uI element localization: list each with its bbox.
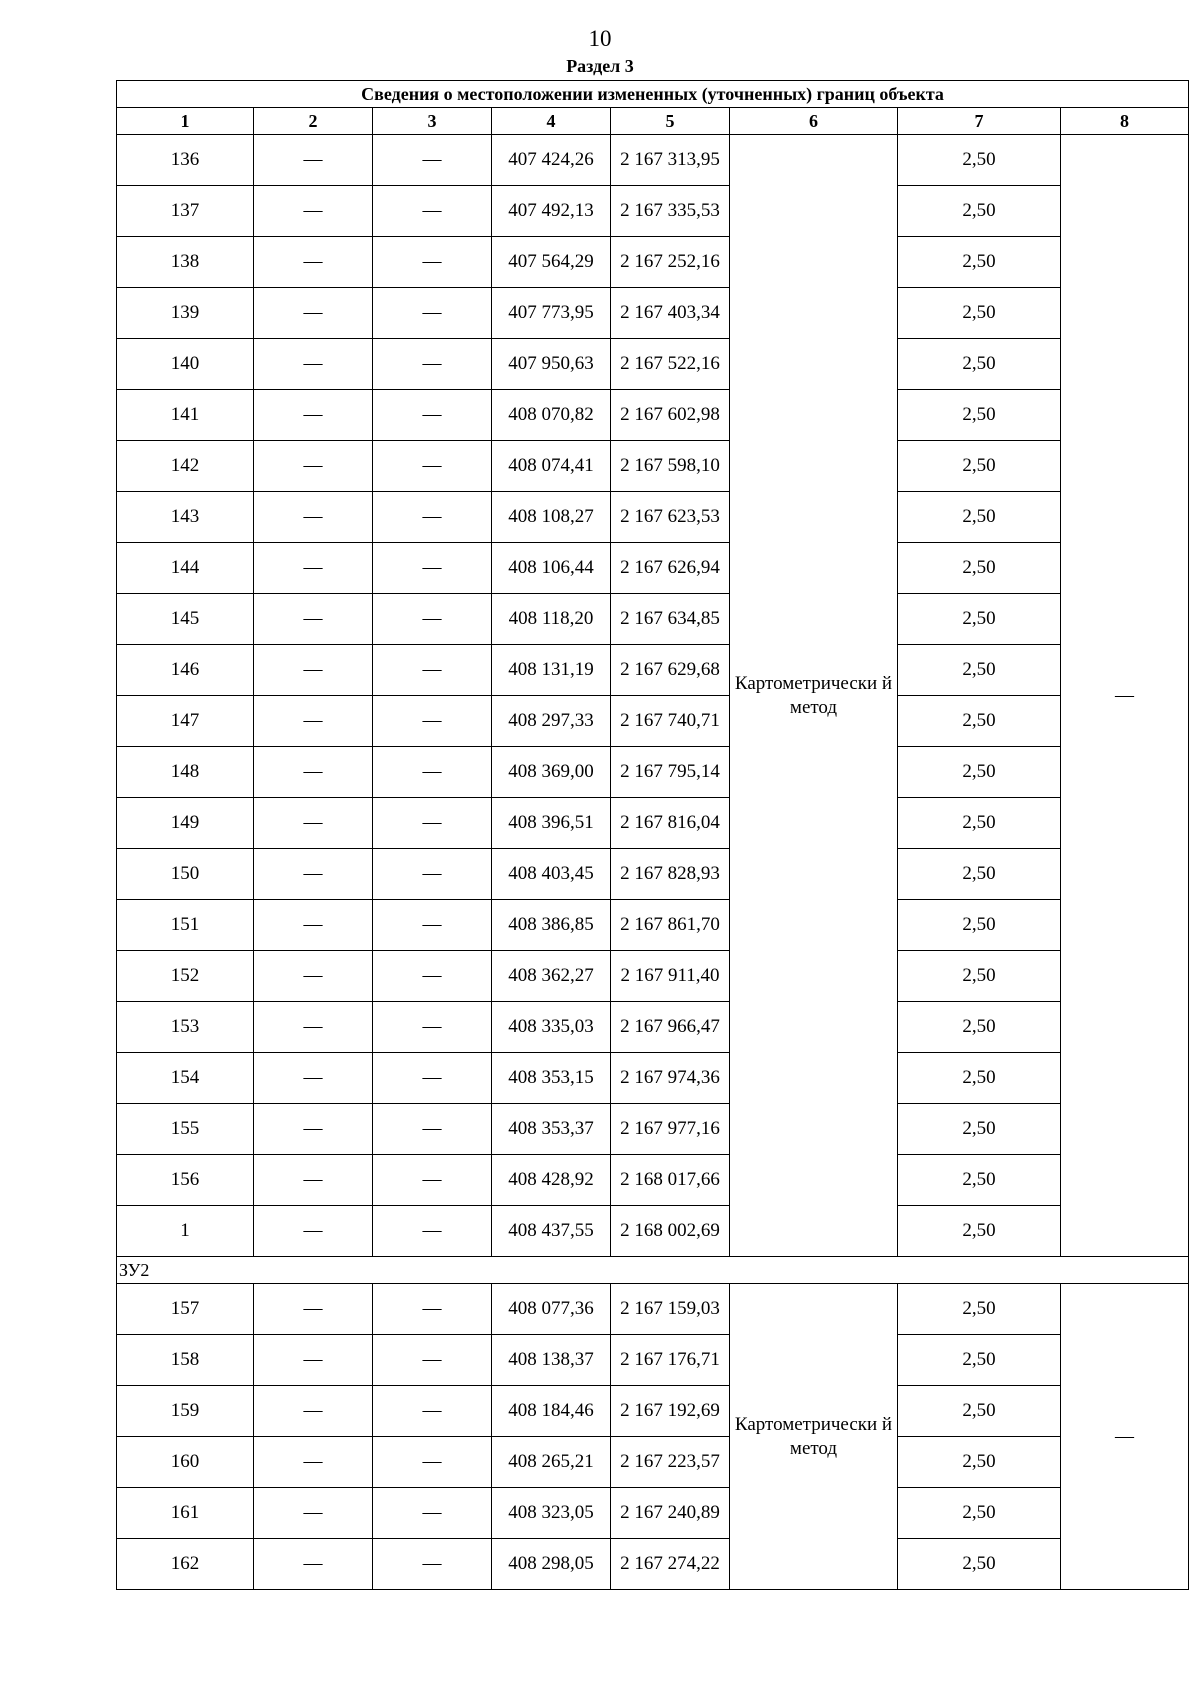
old-x-cell xyxy=(254,1539,373,1590)
old-x-cell xyxy=(254,900,373,951)
table-row xyxy=(117,1284,1189,1335)
old-y-cell xyxy=(373,1002,492,1053)
x-coordinate-cell: 408 297,33 xyxy=(492,696,611,747)
old-y-cell xyxy=(373,390,492,441)
accuracy-cell: 2,50 xyxy=(898,1488,1061,1539)
x-coordinate-cell: 407 492,13 xyxy=(492,186,611,237)
accuracy-cell: 2,50 xyxy=(898,237,1061,288)
x-coordinate-cell: 408 184,46 xyxy=(492,1386,611,1437)
dash: — xyxy=(303,1298,323,1319)
y-coordinate-cell: 2 167 335,53 xyxy=(611,186,730,237)
x-coordinate-cell: 407 424,26 xyxy=(492,135,611,186)
old-y-cell xyxy=(373,594,492,645)
old-x-cell xyxy=(254,1155,373,1206)
dash: — xyxy=(303,812,323,833)
old-x-cell xyxy=(254,1437,373,1488)
old-y-cell xyxy=(373,1053,492,1104)
old-y-cell xyxy=(373,798,492,849)
accuracy-cell: 2,50 xyxy=(898,1104,1061,1155)
y-coordinate-cell: 2 167 623,53 xyxy=(611,492,730,543)
table-row xyxy=(117,237,1189,288)
dash: — xyxy=(303,1118,323,1139)
dash: — xyxy=(303,353,323,374)
accuracy-cell: 2,50 xyxy=(898,594,1061,645)
point-number-cell: 147 xyxy=(117,696,254,747)
old-y-cell xyxy=(373,1437,492,1488)
y-coordinate-cell: 2 167 223,57 xyxy=(611,1437,730,1488)
dash: — xyxy=(303,455,323,476)
x-coordinate-cell: 408 353,15 xyxy=(492,1053,611,1104)
dash: — xyxy=(303,1553,323,1574)
x-coordinate-cell: 407 773,95 xyxy=(492,288,611,339)
dash: — xyxy=(303,1067,323,1088)
y-coordinate-cell: 2 167 252,16 xyxy=(611,237,730,288)
old-y-cell xyxy=(373,900,492,951)
y-coordinate-cell: 2 167 911,40 xyxy=(611,951,730,1002)
dash: — xyxy=(422,1451,442,1472)
old-y-cell xyxy=(373,849,492,900)
old-x-cell xyxy=(254,186,373,237)
y-coordinate-cell: 2 167 176,71 xyxy=(611,1335,730,1386)
table-row xyxy=(117,1437,1189,1488)
point-number-cell: 145 xyxy=(117,594,254,645)
table-row xyxy=(117,492,1189,543)
y-coordinate-cell: 2 167 598,10 xyxy=(611,441,730,492)
table-row xyxy=(117,339,1189,390)
dash: — xyxy=(422,1220,442,1241)
table-row xyxy=(117,288,1189,339)
accuracy-cell: 2,50 xyxy=(898,1386,1061,1437)
dash: — xyxy=(303,1220,323,1241)
dash: — xyxy=(303,914,323,935)
accuracy-cell: 2,50 xyxy=(898,135,1061,186)
point-number-cell: 151 xyxy=(117,900,254,951)
point-number-cell: 153 xyxy=(117,1002,254,1053)
old-x-cell xyxy=(254,645,373,696)
y-coordinate-cell: 2 167 192,69 xyxy=(611,1386,730,1437)
accuracy-cell: 2,50 xyxy=(898,1437,1061,1488)
column-number-header: 8 xyxy=(1061,108,1189,135)
old-y-cell xyxy=(373,492,492,543)
dash: — xyxy=(422,1118,442,1139)
x-coordinate-cell: 407 564,29 xyxy=(492,237,611,288)
column-number-header: 1 xyxy=(117,108,254,135)
dash: — xyxy=(303,1169,323,1190)
dash: — xyxy=(303,1349,323,1370)
x-coordinate-cell: 408 108,27 xyxy=(492,492,611,543)
dash: — xyxy=(422,761,442,782)
point-number-cell: 152 xyxy=(117,951,254,1002)
point-number-cell: 137 xyxy=(117,186,254,237)
table-title: Сведения о местоположении измененных (уточненных) границ объекта xyxy=(117,81,1189,108)
x-coordinate-cell: 408 428,92 xyxy=(492,1155,611,1206)
table-row xyxy=(117,849,1189,900)
point-number-cell: 160 xyxy=(117,1437,254,1488)
column-number-header: 7 xyxy=(898,108,1061,135)
old-x-cell xyxy=(254,492,373,543)
accuracy-cell: 2,50 xyxy=(898,1053,1061,1104)
dash: — xyxy=(422,1349,442,1370)
y-coordinate-cell: 2 167 816,04 xyxy=(611,798,730,849)
x-coordinate-cell: 408 106,44 xyxy=(492,543,611,594)
accuracy-cell: 2,50 xyxy=(898,849,1061,900)
table-row xyxy=(117,543,1189,594)
point-number-cell: 155 xyxy=(117,1104,254,1155)
table-row xyxy=(117,186,1189,237)
old-x-cell xyxy=(254,441,373,492)
column-number-header: 2 xyxy=(254,108,373,135)
point-number-cell: 149 xyxy=(117,798,254,849)
old-x-cell xyxy=(254,696,373,747)
dash: — xyxy=(303,149,323,170)
dash: — xyxy=(422,1502,442,1523)
old-y-cell xyxy=(373,1206,492,1257)
old-x-cell xyxy=(254,1386,373,1437)
dash: — xyxy=(422,353,442,374)
table-row xyxy=(117,1104,1189,1155)
y-coordinate-cell: 2 167 602,98 xyxy=(611,390,730,441)
dash: — xyxy=(303,659,323,680)
y-coordinate-cell: 2 167 966,47 xyxy=(611,1002,730,1053)
dash: — xyxy=(303,863,323,884)
table-row xyxy=(117,1488,1189,1539)
dash: — xyxy=(422,302,442,323)
accuracy-cell: 2,50 xyxy=(898,339,1061,390)
point-number-cell: 159 xyxy=(117,1386,254,1437)
old-y-cell xyxy=(373,135,492,186)
dash: — xyxy=(422,914,442,935)
old-x-cell xyxy=(254,1053,373,1104)
method-cell: Картометрически й метод xyxy=(730,135,898,1257)
old-y-cell xyxy=(373,645,492,696)
accuracy-cell: 2,50 xyxy=(898,747,1061,798)
dash: — xyxy=(422,251,442,272)
dash: — xyxy=(303,1016,323,1037)
old-x-cell xyxy=(254,1284,373,1335)
old-x-cell xyxy=(254,747,373,798)
dash: — xyxy=(303,557,323,578)
point-number-cell: 144 xyxy=(117,543,254,594)
table-row xyxy=(117,1386,1189,1437)
dash: — xyxy=(1115,1425,1135,1447)
point-number-cell: 136 xyxy=(117,135,254,186)
page-number: 10 xyxy=(588,26,612,51)
old-x-cell xyxy=(254,339,373,390)
dash: — xyxy=(422,1067,442,1088)
group-label: ЗУ2 xyxy=(117,1257,1189,1284)
table-row xyxy=(117,135,1189,186)
x-coordinate-cell: 408 437,55 xyxy=(492,1206,611,1257)
y-coordinate-cell: 2 167 313,95 xyxy=(611,135,730,186)
dash: — xyxy=(303,302,323,323)
table-row xyxy=(117,1053,1189,1104)
dash: — xyxy=(1115,684,1135,706)
old-y-cell xyxy=(373,441,492,492)
old-x-cell xyxy=(254,1335,373,1386)
x-coordinate-cell: 408 353,37 xyxy=(492,1104,611,1155)
x-coordinate-cell: 408 396,51 xyxy=(492,798,611,849)
old-y-cell xyxy=(373,1335,492,1386)
point-number-cell: 139 xyxy=(117,288,254,339)
old-x-cell xyxy=(254,594,373,645)
old-y-cell xyxy=(373,1488,492,1539)
section-title: Раздел 3 xyxy=(566,56,634,76)
point-number-cell: 148 xyxy=(117,747,254,798)
dash: — xyxy=(303,506,323,527)
old-y-cell xyxy=(373,1386,492,1437)
x-coordinate-cell: 408 386,85 xyxy=(492,900,611,951)
method-cell: Картометрически й метод xyxy=(730,1284,898,1590)
y-coordinate-cell: 2 167 626,94 xyxy=(611,543,730,594)
y-coordinate-cell: 2 168 017,66 xyxy=(611,1155,730,1206)
y-coordinate-cell: 2 168 002,69 xyxy=(611,1206,730,1257)
column-8-cell xyxy=(1061,135,1189,1257)
y-coordinate-cell: 2 167 861,70 xyxy=(611,900,730,951)
table-row xyxy=(117,441,1189,492)
old-y-cell xyxy=(373,696,492,747)
accuracy-cell: 2,50 xyxy=(898,390,1061,441)
dash: — xyxy=(303,1451,323,1472)
dash: — xyxy=(422,506,442,527)
x-coordinate-cell: 407 950,63 xyxy=(492,339,611,390)
old-x-cell xyxy=(254,1002,373,1053)
point-number-cell: 162 xyxy=(117,1539,254,1590)
dash: — xyxy=(422,659,442,680)
y-coordinate-cell: 2 167 974,36 xyxy=(611,1053,730,1104)
table-body xyxy=(117,135,1189,1590)
point-number-cell: 157 xyxy=(117,1284,254,1335)
y-coordinate-cell: 2 167 274,22 xyxy=(611,1539,730,1590)
accuracy-cell: 2,50 xyxy=(898,951,1061,1002)
table-row xyxy=(117,645,1189,696)
x-coordinate-cell: 408 138,37 xyxy=(492,1335,611,1386)
accuracy-cell: 2,50 xyxy=(898,1284,1061,1335)
accuracy-cell: 2,50 xyxy=(898,900,1061,951)
old-x-cell xyxy=(254,237,373,288)
point-number-cell: 1 xyxy=(117,1206,254,1257)
old-x-cell xyxy=(254,390,373,441)
x-coordinate-cell: 408 298,05 xyxy=(492,1539,611,1590)
old-x-cell xyxy=(254,849,373,900)
accuracy-cell: 2,50 xyxy=(898,1335,1061,1386)
dash: — xyxy=(422,710,442,731)
x-coordinate-cell: 408 265,21 xyxy=(492,1437,611,1488)
old-x-cell xyxy=(254,1206,373,1257)
point-number-cell: 143 xyxy=(117,492,254,543)
old-y-cell xyxy=(373,951,492,1002)
y-coordinate-cell: 2 167 522,16 xyxy=(611,339,730,390)
y-coordinate-cell: 2 167 795,14 xyxy=(611,747,730,798)
old-y-cell xyxy=(373,186,492,237)
accuracy-cell: 2,50 xyxy=(898,1539,1061,1590)
group-label-row xyxy=(117,1257,1189,1284)
dash: — xyxy=(422,812,442,833)
accuracy-cell: 2,50 xyxy=(898,186,1061,237)
dash: — xyxy=(422,1400,442,1421)
y-coordinate-cell: 2 167 629,68 xyxy=(611,645,730,696)
point-number-cell: 156 xyxy=(117,1155,254,1206)
table-row xyxy=(117,900,1189,951)
accuracy-cell: 2,50 xyxy=(898,798,1061,849)
dash: — xyxy=(303,761,323,782)
x-coordinate-cell: 408 335,03 xyxy=(492,1002,611,1053)
dash: — xyxy=(422,965,442,986)
dash: — xyxy=(422,557,442,578)
point-number-cell: 161 xyxy=(117,1488,254,1539)
table-row xyxy=(117,1155,1189,1206)
boundary-table xyxy=(116,80,1189,1590)
accuracy-cell: 2,50 xyxy=(898,1206,1061,1257)
point-number-cell: 141 xyxy=(117,390,254,441)
x-coordinate-cell: 408 077,36 xyxy=(492,1284,611,1335)
point-number-cell: 140 xyxy=(117,339,254,390)
accuracy-cell: 2,50 xyxy=(898,1155,1061,1206)
dash: — xyxy=(303,404,323,425)
accuracy-cell: 2,50 xyxy=(898,288,1061,339)
y-coordinate-cell: 2 167 403,34 xyxy=(611,288,730,339)
table-row xyxy=(117,747,1189,798)
old-y-cell xyxy=(373,339,492,390)
old-y-cell xyxy=(373,747,492,798)
dash: — xyxy=(422,149,442,170)
old-y-cell xyxy=(373,1104,492,1155)
dash: — xyxy=(422,1169,442,1190)
x-coordinate-cell: 408 369,00 xyxy=(492,747,611,798)
accuracy-cell: 2,50 xyxy=(898,645,1061,696)
old-y-cell xyxy=(373,237,492,288)
accuracy-cell: 2,50 xyxy=(898,492,1061,543)
point-number-cell: 146 xyxy=(117,645,254,696)
dash: — xyxy=(422,1016,442,1037)
dash: — xyxy=(422,404,442,425)
dash: — xyxy=(422,200,442,221)
dash: — xyxy=(303,608,323,629)
dash: — xyxy=(303,710,323,731)
column-number-header: 4 xyxy=(492,108,611,135)
y-coordinate-cell: 2 167 240,89 xyxy=(611,1488,730,1539)
y-coordinate-cell: 2 167 977,16 xyxy=(611,1104,730,1155)
table-row xyxy=(117,696,1189,747)
y-coordinate-cell: 2 167 159,03 xyxy=(611,1284,730,1335)
dash: — xyxy=(422,1553,442,1574)
x-coordinate-cell: 408 403,45 xyxy=(492,849,611,900)
old-y-cell xyxy=(373,1155,492,1206)
table-row xyxy=(117,390,1189,441)
y-coordinate-cell: 2 167 634,85 xyxy=(611,594,730,645)
old-y-cell xyxy=(373,1284,492,1335)
dash: — xyxy=(303,1502,323,1523)
old-y-cell xyxy=(373,543,492,594)
column-8-cell xyxy=(1061,1284,1189,1590)
old-x-cell xyxy=(254,951,373,1002)
point-number-cell: 138 xyxy=(117,237,254,288)
table-row xyxy=(117,1539,1189,1590)
dash: — xyxy=(303,1400,323,1421)
accuracy-cell: 2,50 xyxy=(898,696,1061,747)
old-y-cell xyxy=(373,1539,492,1590)
table-row xyxy=(117,798,1189,849)
column-number-header: 5 xyxy=(611,108,730,135)
dash: — xyxy=(422,1298,442,1319)
table-row xyxy=(117,1002,1189,1053)
x-coordinate-cell: 408 118,20 xyxy=(492,594,611,645)
point-number-cell: 154 xyxy=(117,1053,254,1104)
table-row xyxy=(117,594,1189,645)
old-x-cell xyxy=(254,135,373,186)
column-number-header: 3 xyxy=(373,108,492,135)
point-number-cell: 142 xyxy=(117,441,254,492)
x-coordinate-cell: 408 074,41 xyxy=(492,441,611,492)
x-coordinate-cell: 408 131,19 xyxy=(492,645,611,696)
x-coordinate-cell: 408 362,27 xyxy=(492,951,611,1002)
table-row xyxy=(117,951,1189,1002)
table-row xyxy=(117,1335,1189,1386)
old-y-cell xyxy=(373,288,492,339)
point-number-cell: 150 xyxy=(117,849,254,900)
accuracy-cell: 2,50 xyxy=(898,441,1061,492)
x-coordinate-cell: 408 323,05 xyxy=(492,1488,611,1539)
old-x-cell xyxy=(254,543,373,594)
y-coordinate-cell: 2 167 740,71 xyxy=(611,696,730,747)
old-x-cell xyxy=(254,1488,373,1539)
dash: — xyxy=(303,200,323,221)
dash: — xyxy=(303,251,323,272)
point-number-cell: 158 xyxy=(117,1335,254,1386)
old-x-cell xyxy=(254,798,373,849)
column-number-header: 6 xyxy=(730,108,898,135)
dash: — xyxy=(422,608,442,629)
x-coordinate-cell: 408 070,82 xyxy=(492,390,611,441)
y-coordinate-cell: 2 167 828,93 xyxy=(611,849,730,900)
table-row xyxy=(117,1206,1189,1257)
accuracy-cell: 2,50 xyxy=(898,1002,1061,1053)
dash: — xyxy=(422,455,442,476)
dash: — xyxy=(422,863,442,884)
old-x-cell xyxy=(254,288,373,339)
accuracy-cell: 2,50 xyxy=(898,543,1061,594)
old-x-cell xyxy=(254,1104,373,1155)
dash: — xyxy=(303,965,323,986)
